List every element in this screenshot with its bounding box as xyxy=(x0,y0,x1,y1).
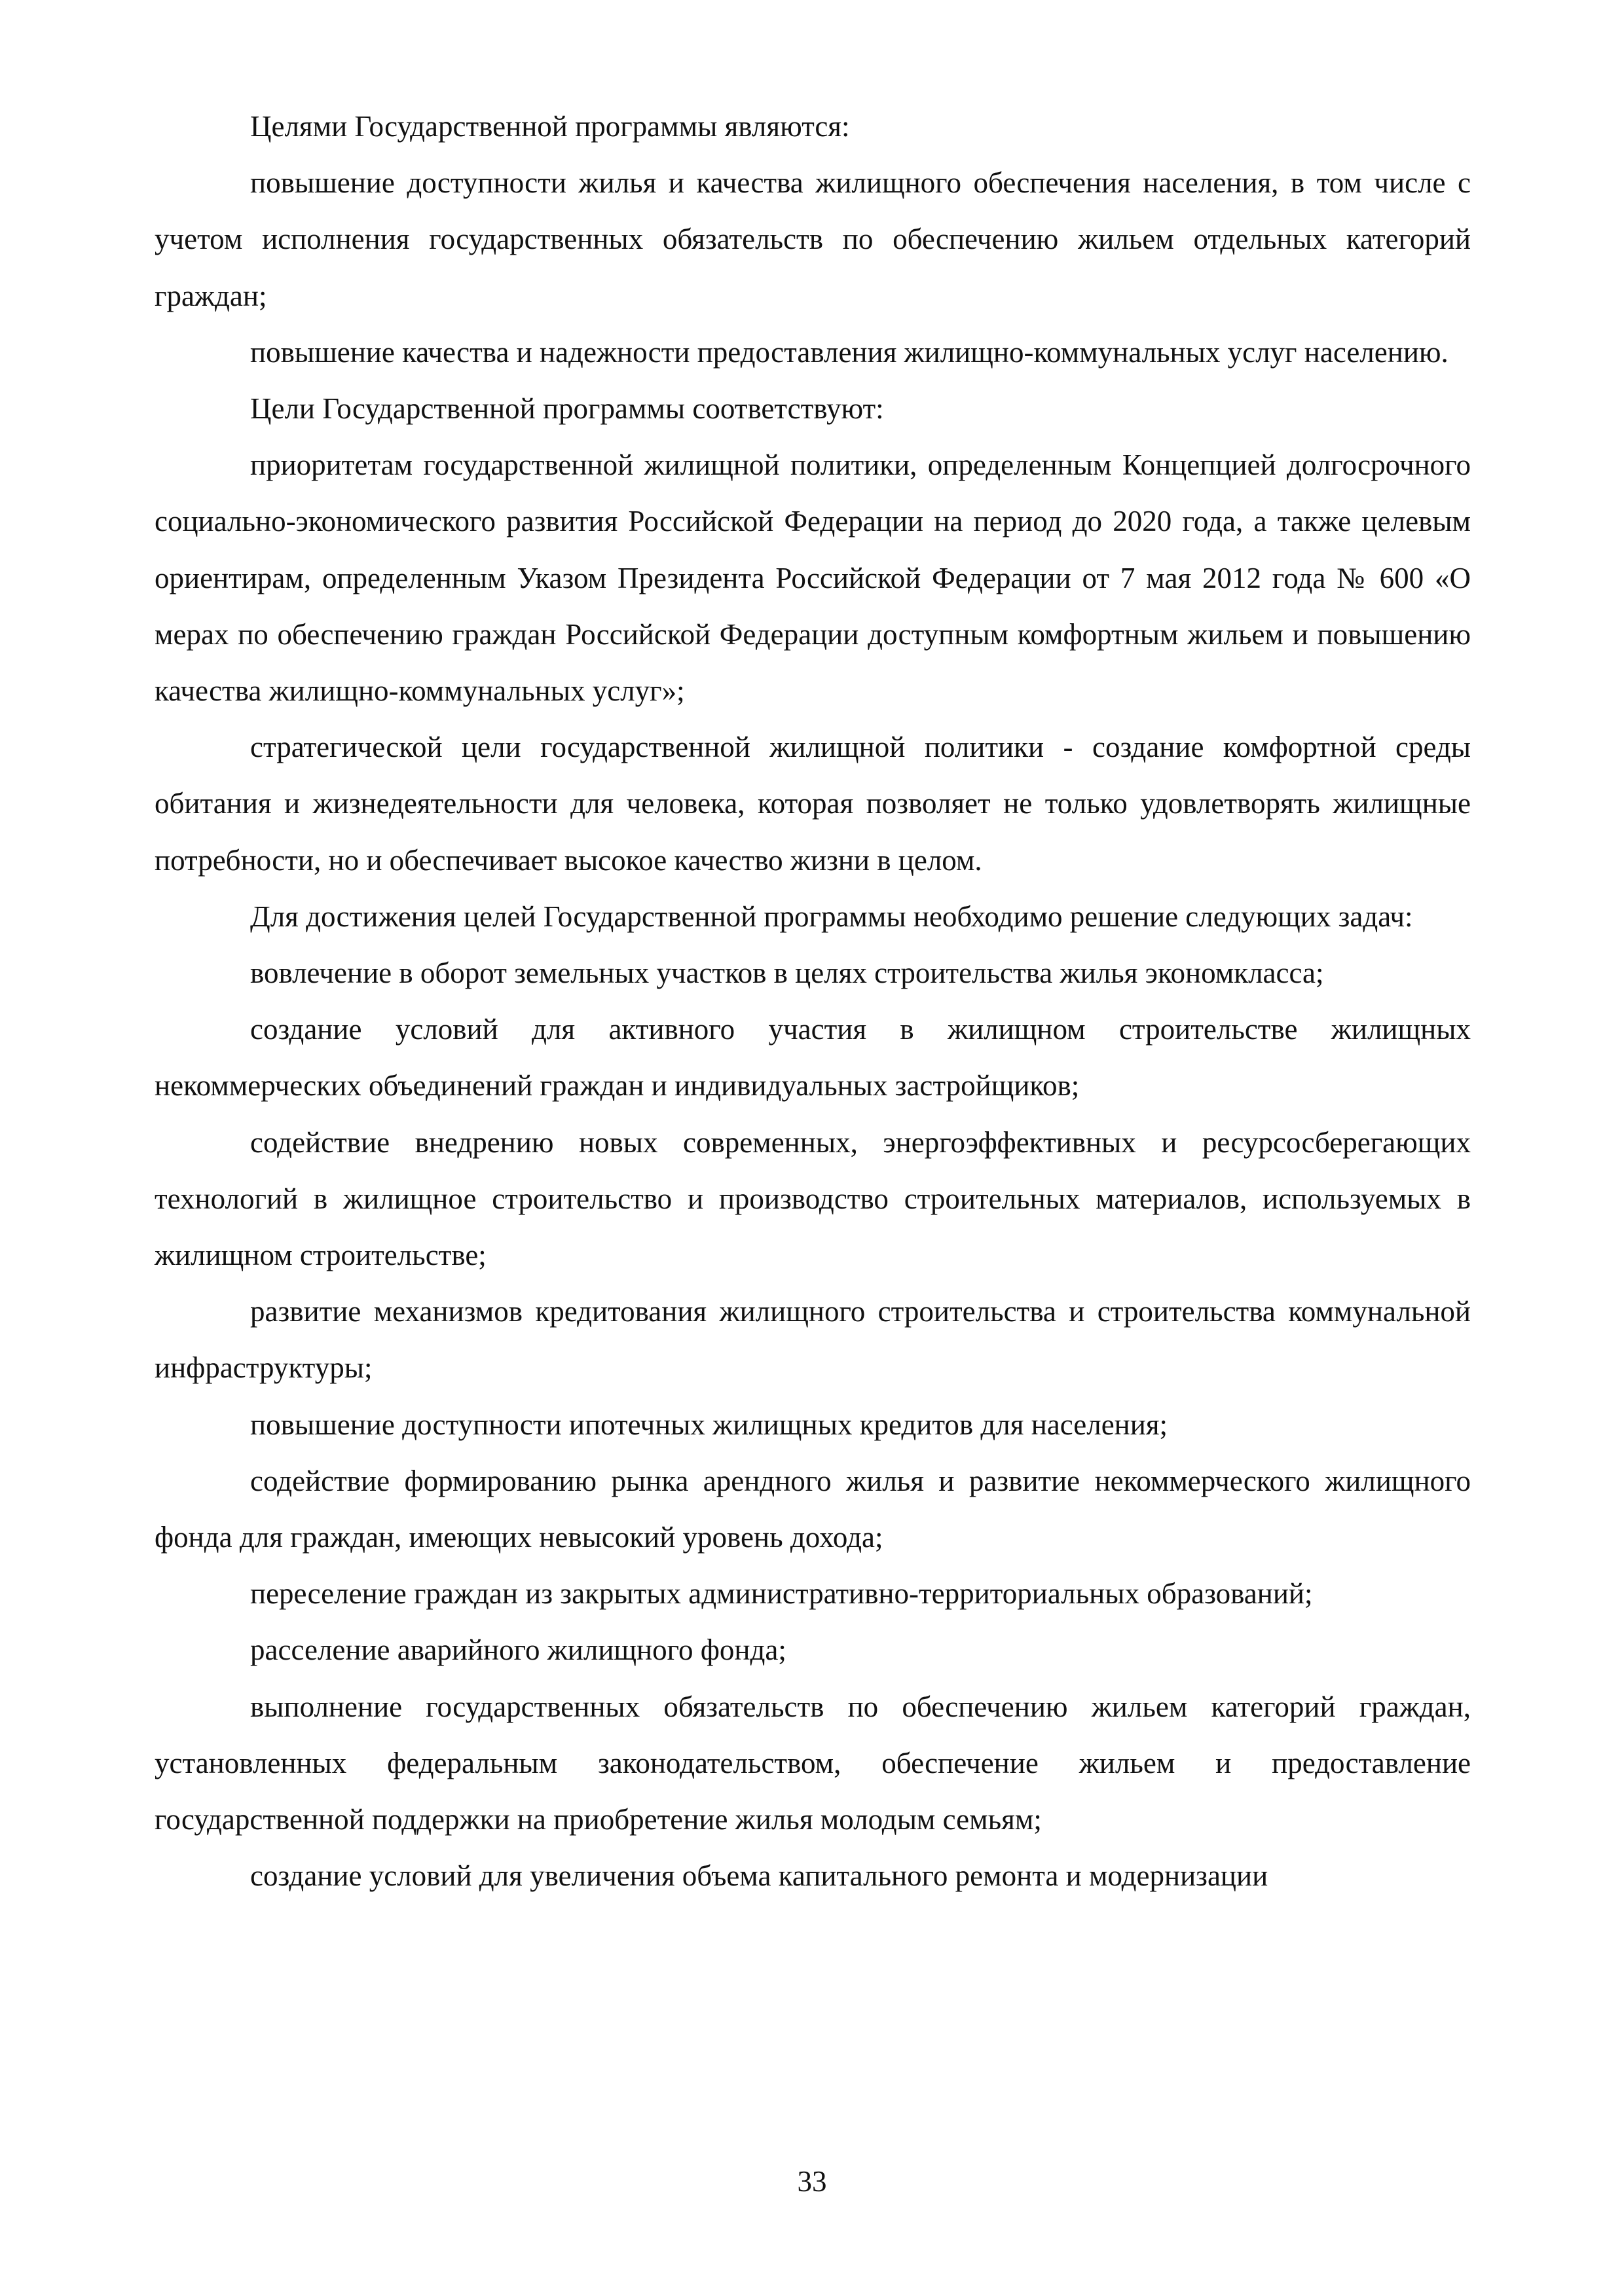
paragraph-tasks-heading: Для достижения целей Государственной программы необходимо решение следующих задач: xyxy=(250,900,1413,933)
paragraph-housing-policy-priorities: приоритетам государственной жилищной политики, определенным Концепцией долгосрочного социально-экономического развития Российской Федерации на период до 2020 года, а также целевым ориентирам, определенным Указом Президента Российской Федерации от 7 мая 2012 года № 600 «О мерах по обеспечению граждан Российской Федерации доступным комфортным жильем и повышению качества жилищно-коммунальных услуг»; xyxy=(155,448,1471,708)
paragraph-strategic-goal: стратегической цели государственной жилищной политики - создание комфортной среды обитания и жизнедеятельности для человека, которая позволяет не только удовлетворять жилищные потребности, но и обеспечивает высокое качество жизни в целом. xyxy=(155,731,1471,877)
paragraph-goal-utility-quality: повышение качества и надежности предоставления жилищно-коммунальных услуг населению. xyxy=(250,335,1449,369)
paragraph-task-rental-market: содействие формированию рынка арендного жилья и развитие некоммерческого жилищного фонда для граждан, имеющих невысокий уровень дохода; xyxy=(155,1464,1471,1554)
paragraph-task-capital-repair: создание условий для увеличения объема капитального ремонта и модернизации xyxy=(250,1859,1268,1893)
paragraph-goals-correspond-heading: Цели Государственной программы соответствуют: xyxy=(250,392,884,426)
paragraph-task-nonprofit-associations: создание условий для активного участия в жилищном строительстве жилищных некоммерческих объединений граждан и индивидуальных застройщиков; xyxy=(155,1013,1471,1102)
page-number: 33 xyxy=(797,2165,827,2198)
paragraph-task-energy-efficient-technologies: содействие внедрению новых современных, энергоэффективных и ресурсосберегающих технологий в жилищное строительство и производство строительных материалов, используемых в жилищном строительстве; xyxy=(155,1125,1471,1272)
paragraph-task-emergency-housing: расселение аварийного жилищного фонда; xyxy=(250,1633,786,1667)
paragraph-goal-housing-availability: повышение доступности жилья и качества жилищного обеспечения населения, в том числе с учетом исполнения государственных обязательств по обеспечению жильем отдельных категорий граждан; xyxy=(155,166,1471,312)
paragraph-task-crediting-mechanisms: развитие механизмов кредитования жилищного строительства и строительства коммунальной инфраструктуры; xyxy=(155,1295,1471,1385)
paragraph-task-mortgage-availability: повышение доступности ипотечных жилищных кредитов для населения; xyxy=(250,1408,1168,1441)
paragraph-task-resettlement-closed-territories: переселение граждан из закрытых административно-территориальных образований; xyxy=(250,1577,1313,1611)
paragraph-task-land-plots: вовлечение в оборот земельных участков в целях строительства жилья экономкласса; xyxy=(250,957,1324,990)
paragraph-task-state-obligations: выполнение государственных обязательств по обеспечению жильем категорий граждан, установленных федеральным законодательством, обеспечение жильем и предоставление государственной поддержки на приобретение жилья молодым семьям; xyxy=(155,1690,1471,1836)
paragraph-goals-heading: Целями Государственной программы являются: xyxy=(250,110,850,143)
document-body xyxy=(155,98,1471,1904)
